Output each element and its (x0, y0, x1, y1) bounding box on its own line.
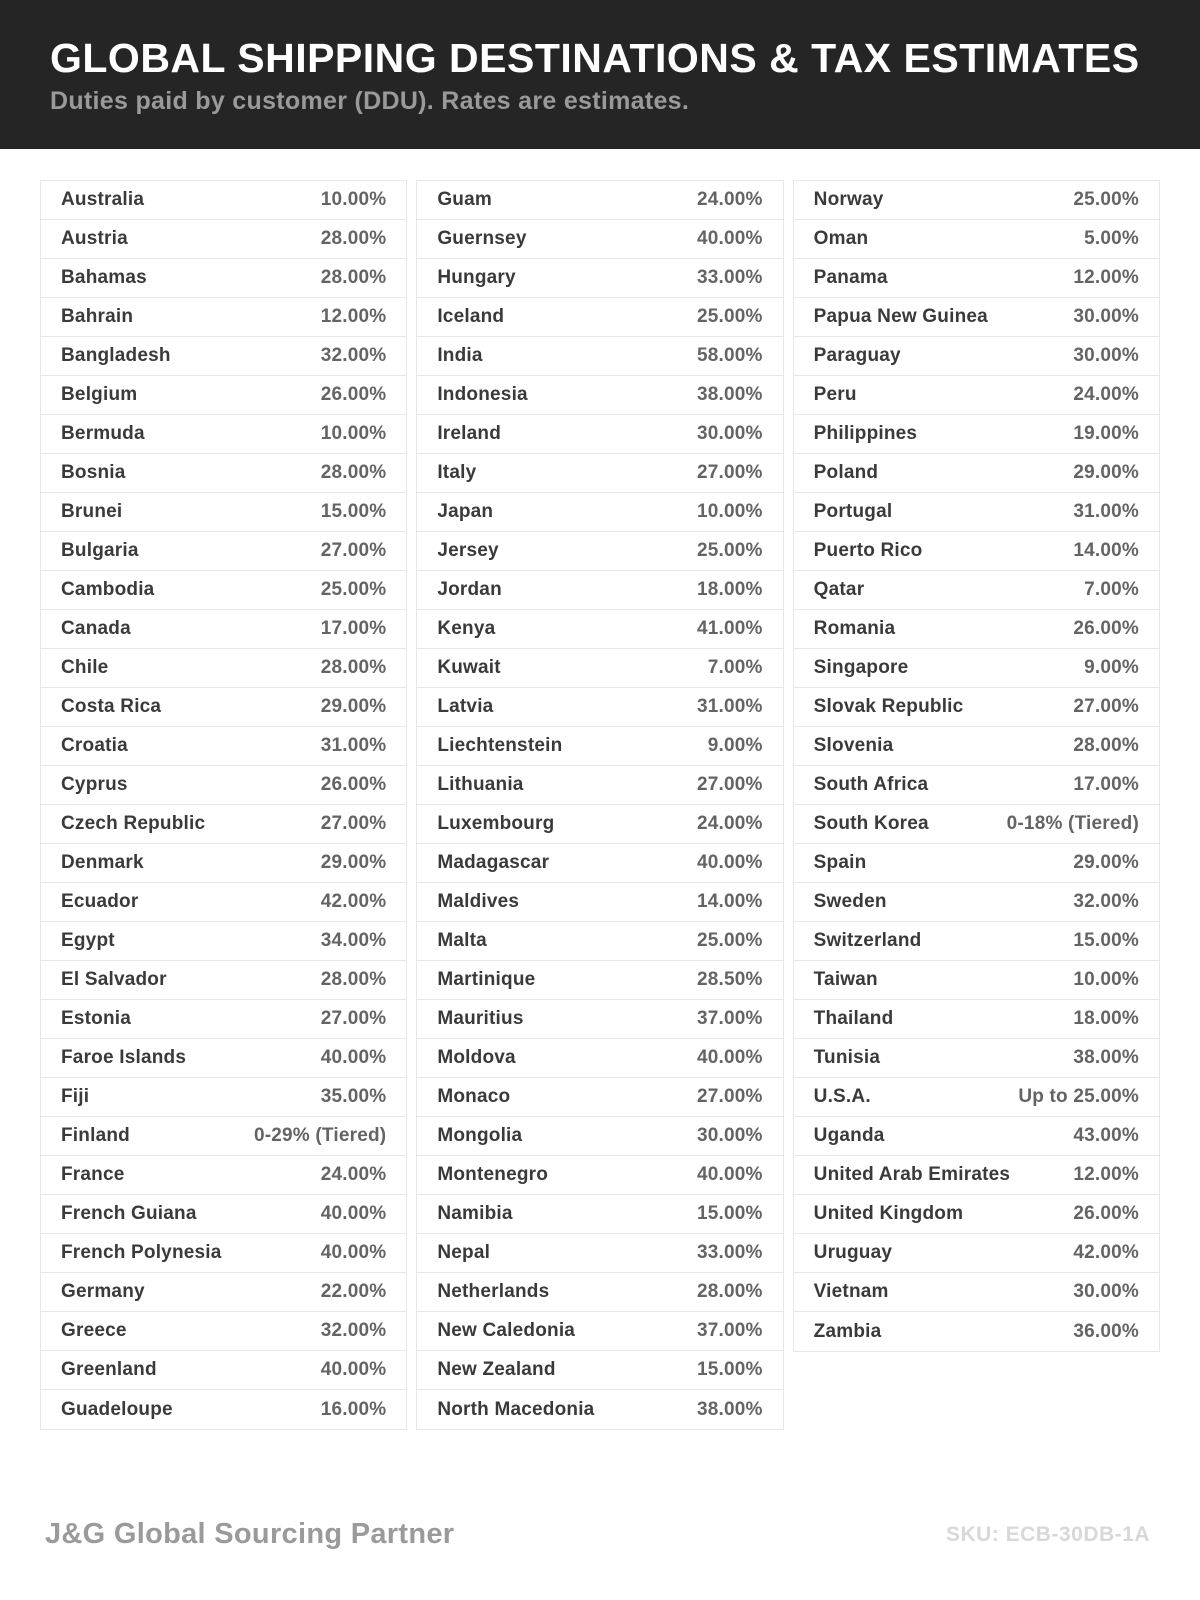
rate-column (40, 180, 407, 1430)
table-row (794, 1234, 1159, 1273)
country-name: Zambia (813, 1320, 882, 1342)
tax-rate: 41.00% (697, 618, 763, 639)
country-name: Egypt (61, 930, 115, 951)
table-row (794, 766, 1159, 805)
rate-column (793, 180, 1160, 1352)
tax-rate: 32.00% (320, 345, 387, 366)
tax-rate: 40.00% (320, 1359, 387, 1380)
tax-rate: 7.00% (707, 657, 763, 678)
tax-rate: 30.00% (697, 423, 763, 444)
brand-text: J&G Global Sourcing Partner (45, 1518, 455, 1550)
tax-rate: 37.00% (697, 1320, 763, 1341)
table-row (41, 922, 406, 961)
page-title: GLOBAL SHIPPING DESTINATIONS & TAX ESTIMATES (50, 35, 1140, 81)
table-row (794, 181, 1159, 220)
country-name: Uganda (813, 1125, 885, 1146)
tax-rate: 29.00% (1073, 852, 1139, 873)
tax-rate: 18.00% (1073, 1008, 1139, 1029)
tax-rate: 15.00% (697, 1203, 763, 1224)
page-footer (45, 1518, 1150, 1551)
tax-rate: 33.00% (697, 1242, 763, 1263)
table-row (41, 766, 406, 805)
table-row (41, 805, 406, 844)
country-name: Peru (813, 384, 857, 405)
table-row (41, 571, 406, 610)
country-name: Madagascar (437, 852, 550, 873)
tax-rate: 40.00% (320, 1203, 387, 1224)
country-name: Denmark (61, 852, 144, 873)
country-name: Papua New Guinea (813, 306, 988, 327)
table-row (794, 571, 1159, 610)
table-row (417, 181, 782, 220)
country-name: Spain (813, 852, 867, 873)
country-name: Hungary (437, 267, 516, 288)
country-name: Paraguay (813, 345, 901, 366)
tax-rate: 26.00% (1073, 1203, 1139, 1224)
table-row (417, 1117, 782, 1156)
tax-rate: 31.00% (1073, 501, 1139, 522)
table-row (417, 1195, 782, 1234)
tax-rate: 28.00% (320, 462, 387, 483)
tax-rate: 15.00% (1073, 930, 1139, 951)
tax-rate: 38.00% (1073, 1047, 1139, 1068)
tax-rate: 28.00% (320, 267, 387, 288)
table-row (417, 1390, 782, 1429)
tax-rate: 32.00% (1073, 891, 1139, 912)
tax-rate: 15.00% (320, 501, 387, 522)
table-row (417, 805, 782, 844)
table-row (794, 805, 1159, 844)
tax-rate: Up to 25.00% (1018, 1086, 1139, 1107)
country-name: Portugal (813, 501, 893, 522)
tax-rate: 17.00% (320, 618, 387, 639)
tax-table (40, 180, 1160, 1430)
tax-rate: 24.00% (697, 813, 763, 834)
country-name: Lithuania (437, 774, 524, 795)
table-row (417, 1039, 782, 1078)
tax-rate: 10.00% (320, 189, 387, 210)
tax-rate: 24.00% (1073, 384, 1139, 405)
tax-rate: 33.00% (697, 267, 763, 288)
tax-rate: 27.00% (1073, 696, 1139, 717)
table-row (417, 844, 782, 883)
tax-rate: 26.00% (1073, 618, 1139, 639)
country-name: Indonesia (437, 384, 528, 405)
country-name: Malta (437, 930, 487, 951)
table-row (417, 922, 782, 961)
table-row (794, 727, 1159, 766)
country-name: Puerto Rico (813, 540, 923, 561)
country-name: Liechtenstein (437, 735, 563, 756)
country-name: Costa Rica (61, 696, 162, 717)
tax-rate: 25.00% (320, 579, 387, 600)
table-row (417, 1273, 782, 1312)
table-row (417, 610, 782, 649)
table-row (41, 1273, 406, 1312)
country-name: Maldives (437, 891, 520, 912)
country-name: French Guiana (61, 1203, 197, 1224)
table-row (41, 649, 406, 688)
table-row (794, 1195, 1159, 1234)
tax-rate: 27.00% (697, 774, 763, 795)
country-name: Belgium (61, 384, 138, 405)
country-name: Qatar (813, 579, 865, 600)
table-row (41, 688, 406, 727)
country-name: Bermuda (61, 423, 145, 444)
table-row (417, 688, 782, 727)
table-row (41, 883, 406, 922)
tax-rate: 12.00% (1073, 1164, 1139, 1185)
page-subtitle: Duties paid by customer (DDU). Rates are estimates. (50, 87, 690, 116)
table-row (417, 1156, 782, 1195)
country-name: Nepal (437, 1242, 491, 1263)
table-row (794, 259, 1159, 298)
table-row (794, 883, 1159, 922)
table-row (41, 1078, 406, 1117)
country-name: New Caledonia (437, 1320, 576, 1341)
tax-rate: 7.00% (1084, 579, 1139, 600)
table-row (41, 727, 406, 766)
tax-rate: 37.00% (697, 1008, 763, 1029)
country-name: Cyprus (61, 774, 128, 795)
table-row (417, 376, 782, 415)
tax-rate: 30.00% (697, 1125, 763, 1146)
tax-rate: 9.00% (707, 735, 763, 756)
country-name: Germany (61, 1281, 145, 1302)
country-name: India (437, 345, 483, 366)
country-name: Jordan (437, 579, 502, 600)
country-name: Cambodia (61, 579, 155, 600)
country-name: Ecuador (61, 891, 139, 912)
tax-rate: 58.00% (697, 345, 763, 366)
tax-rate: 12.00% (1073, 267, 1139, 288)
country-name: Australia (61, 189, 145, 210)
table-row (794, 1000, 1159, 1039)
country-name: Chile (61, 657, 109, 678)
tax-rate: 30.00% (1073, 345, 1139, 366)
tax-rate: 35.00% (320, 1086, 387, 1107)
tax-rate: 40.00% (697, 852, 763, 873)
tax-rate: 40.00% (697, 1164, 763, 1185)
tax-rate: 26.00% (320, 384, 387, 405)
tax-rate: 10.00% (1073, 969, 1139, 990)
tax-rate: 27.00% (697, 1086, 763, 1107)
country-name: Taiwan (813, 969, 878, 990)
country-name: Switzerland (813, 930, 922, 951)
tax-rate: 40.00% (697, 228, 763, 249)
country-name: Latvia (437, 696, 494, 717)
country-name: Greece (61, 1320, 127, 1341)
tax-rate: 42.00% (1073, 1242, 1139, 1263)
tax-rate: 43.00% (1073, 1125, 1139, 1146)
table-row (41, 1039, 406, 1078)
tax-rate: 38.00% (697, 1398, 763, 1420)
country-name: French Polynesia (61, 1242, 222, 1263)
table-row (794, 1273, 1159, 1312)
table-row (417, 649, 782, 688)
table-row (417, 1234, 782, 1273)
table-row (41, 415, 406, 454)
tax-rate: 31.00% (697, 696, 763, 717)
tax-rate: 28.00% (320, 657, 387, 678)
table-row (794, 298, 1159, 337)
country-name: Martinique (437, 969, 536, 990)
table-row (417, 454, 782, 493)
country-name: Ireland (437, 423, 502, 444)
country-name: South Africa (813, 774, 929, 795)
country-name: United Kingdom (813, 1203, 964, 1224)
page-header (0, 0, 1200, 149)
tax-rate: 9.00% (1084, 657, 1139, 678)
table-row (794, 922, 1159, 961)
tax-rate: 29.00% (320, 696, 387, 717)
tax-rate: 14.00% (1073, 540, 1139, 561)
country-name: Canada (61, 618, 131, 639)
country-name: Brunei (61, 501, 123, 522)
table-row (417, 259, 782, 298)
table-row (41, 1195, 406, 1234)
country-name: Slovenia (813, 735, 894, 756)
country-name: Namibia (437, 1203, 513, 1224)
tax-rate: 5.00% (1084, 228, 1139, 249)
table-row (417, 1078, 782, 1117)
table-row (417, 532, 782, 571)
tax-rate: 32.00% (320, 1320, 387, 1341)
country-name: North Macedonia (437, 1398, 595, 1420)
tax-rate: 26.00% (320, 774, 387, 795)
table-row (41, 1117, 406, 1156)
table-row (794, 493, 1159, 532)
tax-rate: 28.00% (320, 969, 387, 990)
table-row (41, 337, 406, 376)
tax-rate: 40.00% (320, 1242, 387, 1263)
table-row (794, 1312, 1159, 1351)
tax-rate: 30.00% (1073, 306, 1139, 327)
table-row (41, 1234, 406, 1273)
country-name: Croatia (61, 735, 128, 756)
sku-label: SKU: ECB-30DB-1A (945, 1522, 1150, 1546)
table-row (41, 844, 406, 883)
country-name: Romania (813, 618, 896, 639)
rate-column (416, 180, 783, 1430)
country-name: Singapore (813, 657, 909, 678)
country-name: Moldova (437, 1047, 516, 1068)
table-row (417, 220, 782, 259)
country-name: Tunisia (813, 1047, 881, 1068)
country-name: Uruguay (813, 1242, 893, 1263)
table-row (417, 1351, 782, 1390)
country-name: Thailand (813, 1008, 894, 1029)
tax-rate: 0-18% (Tiered) (1006, 813, 1139, 834)
table-row (41, 181, 406, 220)
country-name: Montenegro (437, 1164, 549, 1185)
tax-rate: 15.00% (697, 1359, 763, 1380)
tax-rate: 25.00% (697, 930, 763, 951)
country-name: Bosnia (61, 462, 126, 483)
table-row (417, 571, 782, 610)
tax-rate: 28.00% (320, 228, 387, 249)
country-name: United Arab Emirates (813, 1164, 1011, 1185)
table-row (794, 844, 1159, 883)
table-row (794, 1039, 1159, 1078)
tax-rate: 30.00% (1073, 1281, 1139, 1302)
country-name: Guernsey (437, 228, 527, 249)
tax-rate: 25.00% (697, 306, 763, 327)
country-name: South Korea (813, 813, 929, 834)
country-name: Bahrain (61, 306, 134, 327)
country-name: Fiji (61, 1086, 90, 1107)
table-row (41, 532, 406, 571)
table-row (794, 376, 1159, 415)
table-row (794, 961, 1159, 1000)
table-row (417, 883, 782, 922)
tax-rate: 19.00% (1073, 423, 1139, 444)
tax-rate: 10.00% (320, 423, 387, 444)
country-name: Czech Republic (61, 813, 206, 834)
country-name: Kuwait (437, 657, 501, 678)
table-row (417, 337, 782, 376)
tax-rate: 0-29% (Tiered) (253, 1125, 387, 1146)
tax-rate: 25.00% (1073, 189, 1139, 210)
table-row (794, 337, 1159, 376)
table-row (41, 376, 406, 415)
table-row (794, 532, 1159, 571)
country-name: Guadeloupe (61, 1398, 173, 1420)
country-name: Monaco (437, 1086, 511, 1107)
tax-rate: 40.00% (697, 1047, 763, 1068)
table-row (41, 1156, 406, 1195)
tax-rate: 28.00% (697, 1281, 763, 1302)
country-name: Guam (437, 189, 492, 210)
table-row (41, 259, 406, 298)
table-row (794, 415, 1159, 454)
table-row (41, 610, 406, 649)
country-name: Italy (437, 462, 477, 483)
table-row (417, 766, 782, 805)
country-name: Philippines (813, 423, 918, 444)
table-row (794, 1117, 1159, 1156)
tax-rate: 16.00% (320, 1398, 387, 1420)
country-name: New Zealand (437, 1359, 556, 1380)
tax-rate: 24.00% (320, 1164, 387, 1185)
tax-rate: 14.00% (697, 891, 763, 912)
table-row (794, 220, 1159, 259)
tax-rate: 18.00% (697, 579, 763, 600)
table-row (417, 1000, 782, 1039)
tax-rate: 27.00% (320, 540, 387, 561)
table-row (417, 727, 782, 766)
tax-rate: 29.00% (1073, 462, 1139, 483)
tax-rate: 17.00% (1073, 774, 1139, 795)
country-name: Faroe Islands (61, 1047, 187, 1068)
country-name: Greenland (61, 1359, 157, 1380)
table-row (41, 1351, 406, 1390)
table-row (41, 493, 406, 532)
country-name: Luxembourg (437, 813, 555, 834)
country-name: Oman (813, 228, 869, 249)
tax-rate: 27.00% (320, 813, 387, 834)
country-name: Panama (813, 267, 888, 288)
table-row (417, 415, 782, 454)
tax-rate: 12.00% (320, 306, 387, 327)
country-name: Finland (61, 1125, 130, 1146)
table-row (41, 1390, 406, 1429)
tax-rate: 28.00% (1073, 735, 1139, 756)
tax-rate: 27.00% (697, 462, 763, 483)
tax-rate: 27.00% (320, 1008, 387, 1029)
tax-rate: 31.00% (320, 735, 387, 756)
country-name: Norway (813, 189, 884, 210)
country-name: Bangladesh (61, 345, 171, 366)
tax-rate: 36.00% (1073, 1320, 1139, 1342)
country-name: France (61, 1164, 125, 1185)
country-name: Bulgaria (61, 540, 139, 561)
table-row (41, 220, 406, 259)
table-row (794, 610, 1159, 649)
country-name: Iceland (437, 306, 505, 327)
tax-rate: 38.00% (697, 384, 763, 405)
country-name: Kenya (437, 618, 496, 639)
table-row (417, 493, 782, 532)
table-row (41, 961, 406, 1000)
table-row (417, 961, 782, 1000)
country-name: Jersey (437, 540, 499, 561)
table-row (41, 1000, 406, 1039)
table-row (41, 454, 406, 493)
table-row (417, 298, 782, 337)
country-name: Mauritius (437, 1008, 524, 1029)
table-row (794, 1078, 1159, 1117)
country-name: Austria (61, 228, 128, 249)
tax-rate: 22.00% (320, 1281, 387, 1302)
table-row (794, 1156, 1159, 1195)
country-name: Bahamas (61, 267, 147, 288)
country-name: Mongolia (437, 1125, 523, 1146)
table-row (41, 298, 406, 337)
tax-rate: 42.00% (320, 891, 387, 912)
tax-rate: 34.00% (320, 930, 387, 951)
country-name: Sweden (813, 891, 887, 912)
table-row (41, 1312, 406, 1351)
table-row (794, 688, 1159, 727)
tax-rate: 10.00% (697, 501, 763, 522)
tax-rate: 24.00% (697, 189, 763, 210)
country-name: Netherlands (437, 1281, 550, 1302)
tax-rate: 28.50% (697, 969, 763, 990)
country-name: Vietnam (813, 1281, 889, 1302)
tax-rate: 29.00% (320, 852, 387, 873)
table-row (417, 1312, 782, 1351)
country-name: Estonia (61, 1008, 132, 1029)
tax-rate: 40.00% (320, 1047, 387, 1068)
country-name: Slovak Republic (813, 696, 964, 717)
country-name: Poland (813, 462, 879, 483)
table-row (794, 649, 1159, 688)
country-name: El Salvador (61, 969, 167, 990)
country-name: U.S.A. (813, 1086, 871, 1107)
country-name: Japan (437, 501, 494, 522)
tax-rate: 25.00% (697, 540, 763, 561)
table-row (794, 454, 1159, 493)
